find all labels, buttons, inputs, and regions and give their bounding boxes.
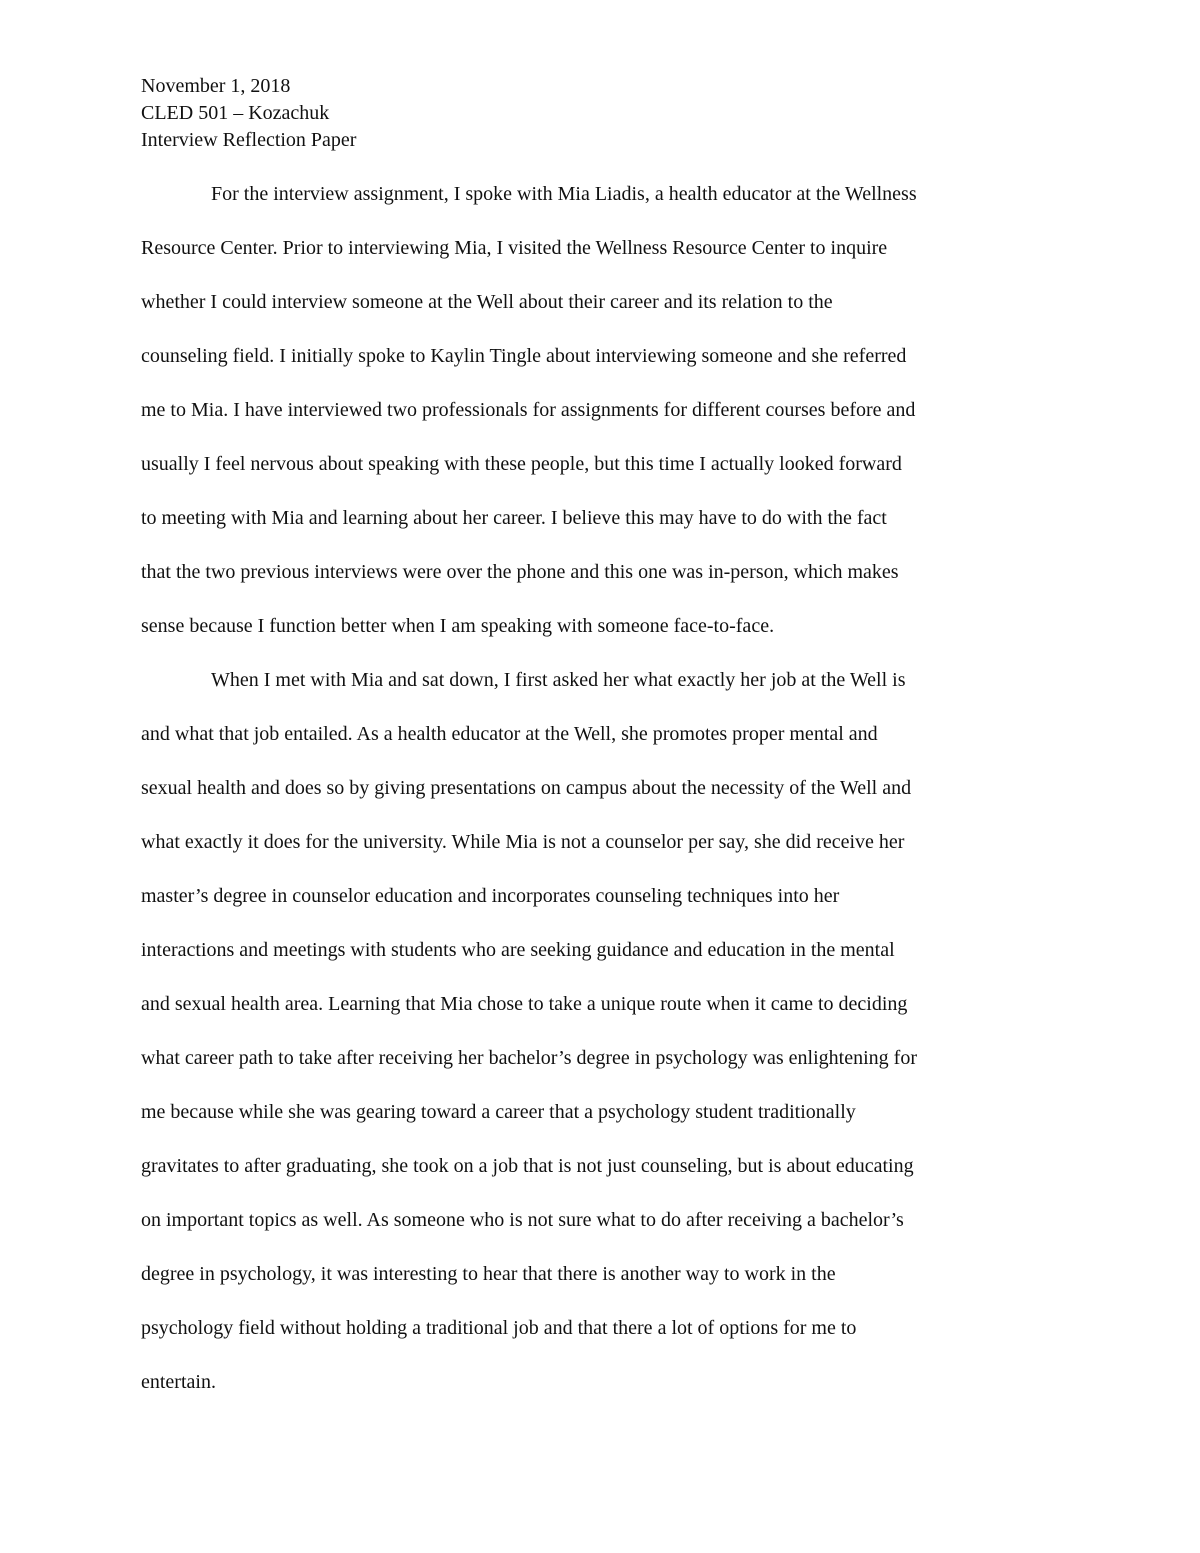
text-line: whether I could interview someone at the Well about their career and its relation to the (141, 291, 833, 313)
text-line: that the two previous interviews were over the phone and this one was in-person, which makes (141, 561, 899, 583)
text-line: to meeting with Mia and learning about her career. I believe this may have to do with the fact (141, 507, 887, 529)
header-date: November 1, 2018 (141, 75, 291, 97)
text-line: sexual health and does so by giving presentations on campus about the necessity of the Well and (141, 777, 912, 799)
text-line: me to Mia. I have interviewed two professionals for assignments for different courses before and (141, 399, 916, 421)
text-line: When I met with Mia and sat down, I first asked her what exactly her job at the Well is (211, 669, 906, 691)
text-line: entertain. (141, 1371, 216, 1393)
paper-header (141, 73, 1061, 154)
text-line: and what that job entailed. As a health educator at the Well, she promotes proper mental and (141, 723, 878, 745)
text-line: usually I feel nervous about speaking with these people, but this time I actually looked forward (141, 453, 902, 475)
text-line: For the interview assignment, I spoke with Mia Liadis, a health educator at the Wellness (211, 183, 917, 205)
text-line: Resource Center. Prior to interviewing Mia, I visited the Wellness Resource Center to inquire (141, 237, 888, 259)
text-line: psychology field without holding a traditional job and that there a lot of options for me to (141, 1317, 857, 1339)
text-line: and sexual health area. Learning that Mia chose to take a unique route when it came to deciding (141, 993, 908, 1015)
header-title: Interview Reflection Paper (141, 129, 357, 151)
header-course: CLED 501 – Kozachuk (141, 102, 330, 124)
text-line: what exactly it does for the university. While Mia is not a counselor per say, she did receive her (141, 831, 905, 853)
text-line: what career path to take after receiving her bachelor’s degree in psychology was enlightening for (141, 1047, 917, 1069)
text-line: interactions and meetings with students who are seeking guidance and education in the mental (141, 939, 895, 961)
text-line: degree in psychology, it was interesting to hear that there is another way to work in the (141, 1263, 836, 1285)
text-line: master’s degree in counselor education and incorporates counseling techniques into her (141, 885, 840, 907)
text-line: sense because I function better when I am speaking with someone face-to-face. (141, 615, 775, 637)
text-line: on important topics as well. As someone who is not sure what to do after receiving a bachelor’s (141, 1209, 904, 1231)
text-line: counseling field. I initially spoke to Kaylin Tingle about interviewing someone and she referred (141, 345, 907, 367)
text-line: me because while she was gearing toward a career that a psychology student traditionally (141, 1101, 856, 1123)
text-line: gravitates to after graduating, she took on a job that is not just counseling, but is about educating (141, 1155, 914, 1177)
